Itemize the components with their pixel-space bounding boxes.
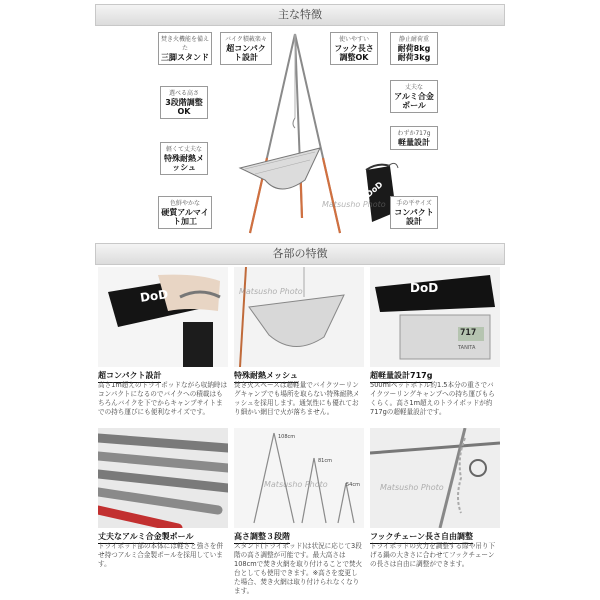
panel-5-title: 高さ調整３段階 (234, 531, 290, 544)
callout-load: 静止耐荷重 耐荷8kg 耐荷3kg (390, 32, 438, 65)
height-mark-2: 81cm (318, 458, 332, 464)
panel-4-body: トライポッド部の本体には軽さと強さを併せ持つアルミ合金製ポールを採用しています。 (98, 542, 224, 568)
height-mark-1: 108cm (278, 434, 296, 440)
callout-tripod: 焚き火機能を備えた 三脚スタンド (158, 32, 212, 65)
bag-logo: DoD (364, 180, 385, 199)
photo-compact (98, 267, 228, 367)
callout-height: 選べる高さ 3段階調整OK (160, 86, 208, 119)
poles-image (98, 428, 228, 528)
hand-holding-bag-image (98, 267, 228, 367)
photo-mesh-watermark: Matsusho Photo (239, 287, 303, 296)
panel-5-body: スタンド(トライポッド)は状況に応じて3段階の高さ調整が可能です。最大高さは108cmで焚き火網を取り付けることで焚火台としても使用できます。※高さを変更した場合、焚き火網は取り付けられなくなります。 (234, 542, 363, 595)
panel-3-title: 超軽量設計717g (370, 370, 432, 383)
photo-chain-watermark: Matsusho Photo (380, 483, 444, 492)
features-header (95, 4, 505, 26)
panel-1-body: 高さ1m超えのトライポッドながら収納時はコンパクトになるのでバイクへの積載はもちろんバイクを下でからキャンプサイトまでの持ち運びにも便利なサイズです。 (98, 381, 228, 416)
photo-compact-logo: DoD (139, 287, 170, 305)
callout-alu: 丈夫な アルミ合金ポール (390, 80, 438, 113)
panel-2-title: 特殊耐熱メッシュ (234, 370, 298, 383)
panel-3-body: 500mlペットボトル約1.5本分の重さでバイクツーリングキャンプへの持ち運びもらくらく。高さ1m超えのトライポッドが約717gの超軽量設計です。 (370, 381, 495, 416)
callout-mesh: 軽くて丈夫な 特殊耐熱メッシュ (160, 142, 208, 175)
callout-bike: バイク積載楽々 超コンパクト設計 (220, 32, 272, 65)
scale-brand: TANITA (458, 345, 476, 351)
chain-image (370, 428, 500, 528)
parts-header (95, 243, 505, 265)
photo-weight-logo: DoD (410, 281, 439, 295)
panel-6-title: フックチェーン長さ自由調整 (370, 531, 473, 544)
panel-2-body: 焚き火スペースは超軽量でバイクツーリングキャンプでも場所を取らない特殊耐熱メッシュを採用します。通気性にも優れており細かい網目で火が落ちません。 (234, 381, 360, 416)
photo-poles (98, 428, 228, 528)
height-diagram-image (234, 428, 364, 528)
panel-4-title: 丈夫なアルミ合金製ポール (98, 531, 194, 544)
panel-6-body: トライポッドの火力を調整する際や吊り下げる鍋の大きさに合わせてフックチェーンの長さは自由に調整ができます。 (370, 542, 496, 568)
photo-height (234, 428, 364, 528)
callout-hook: 使いやすい フック長さ調整OK (330, 32, 378, 65)
mesh-image (234, 267, 364, 367)
scale-reading: 717 (460, 328, 477, 338)
photo-chain (370, 428, 500, 528)
photo-weight (370, 267, 500, 367)
watermark: Matsusho Photo (322, 200, 386, 209)
height-mark-3: 54cm (346, 482, 360, 488)
panel-1-title: 超コンパクト設計 (98, 370, 161, 383)
photo-height-watermark: Matsusho Photo (264, 480, 328, 489)
photo-mesh (234, 267, 364, 367)
callout-weight: わずか717g 軽量設計 (390, 126, 438, 150)
callout-palm: 手の平サイズ コンパクト設計 (390, 196, 438, 229)
callout-alumite: 色鮮やかな 硬質アルマイト加工 (158, 196, 212, 229)
parts-header-text: 各部の特徴 (272, 247, 328, 260)
features-header-text: 主な特徴 (278, 8, 322, 21)
